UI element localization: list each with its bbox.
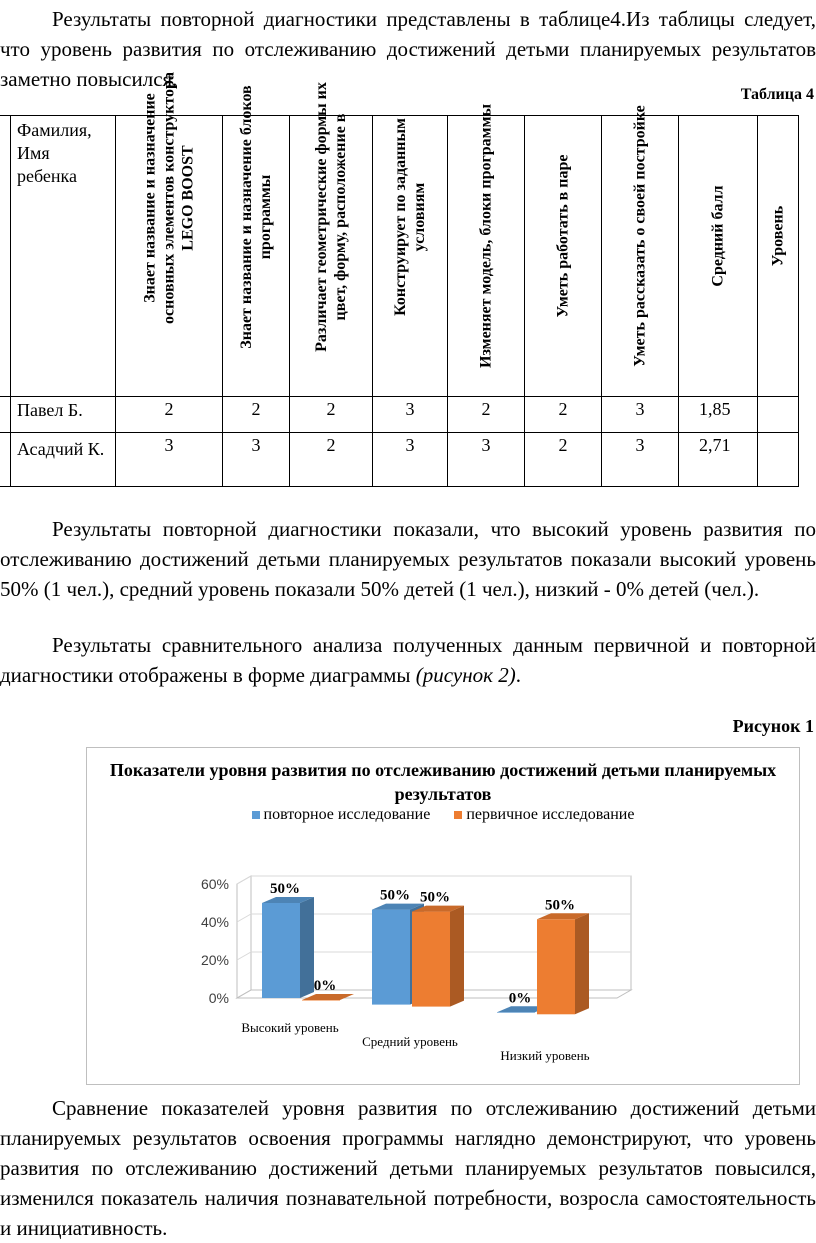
- data-label: 50%: [380, 887, 410, 904]
- table-row: [0, 433, 799, 487]
- figure-reference: (рисунок 2): [415, 663, 516, 687]
- comparison-end: .: [515, 663, 521, 687]
- data-label: 50%: [420, 889, 450, 906]
- header-col-6: Уметь работать в паре: [525, 116, 602, 397]
- results-paragraph: Результаты повторной диагностики показали, что высокий уровень развития по отслеживанию достижений детьми планируемых результатов показали высокий уровень 50% (1 чел.), средний уровень показали 50% детей (1 чел.), низкий - 0% детей (чел.).: [0, 517, 816, 601]
- x-category-label: Высокий уровень: [241, 1020, 339, 1035]
- y-tick-label: 0%: [208, 990, 229, 1006]
- row-cell: 2: [116, 397, 223, 433]
- bar: [497, 1012, 535, 1013]
- header-col-7: Уметь рассказать о своей постройке: [602, 116, 679, 397]
- row-cell: 1,85: [679, 397, 758, 433]
- data-label: 50%: [545, 897, 575, 914]
- table-row: [0, 397, 799, 433]
- row-cell: 3: [602, 433, 679, 487]
- row-cell: 3: [223, 433, 290, 487]
- conclusion-paragraph: Сравнение показателей уровня развития по отслеживанию достижений детьми планируемых результатов освоения программы наглядно демонстрируют, что уровень развития по отслеживанию достижений детьми планируемых результатов повысился, изменился показатель наличия познавательной потребности, возросла самостоятельность и инициативность.: [0, 1096, 816, 1240]
- chart-title: Показатели уровня развития по отслеживанию достижений детьми планируемых результатов: [109, 760, 777, 804]
- row-cell: 3: [373, 397, 448, 433]
- row-cell: 3: [448, 433, 525, 487]
- row-cell: 2: [525, 397, 602, 433]
- header-col-1: Знает название и назначение основных элементов конструктора LEGO BOOST: [116, 116, 223, 397]
- header-col-4: Конструирует по заданным условиям: [373, 116, 448, 397]
- header-col-8: Средний балл: [679, 116, 758, 397]
- bar-side: [575, 913, 589, 1014]
- row-cell: 2: [525, 433, 602, 487]
- row-name: Асадчий К.: [11, 433, 116, 487]
- row-name: Павел Б.: [11, 397, 116, 433]
- bar-side: [300, 897, 314, 998]
- row-cell: 2: [448, 397, 525, 433]
- y-tick-label: 40%: [200, 914, 229, 930]
- bar: [412, 912, 450, 1007]
- bar-top: [302, 994, 354, 1000]
- header-col-5: Изменяет модель, блоки программы: [448, 116, 525, 397]
- header-name: Фамилия, Имя ребенка: [11, 116, 116, 397]
- header-col-2: Знает название и назначение блоков программы: [223, 116, 290, 397]
- x-category-label: Низкий уровень: [500, 1048, 590, 1063]
- bar: [262, 903, 300, 998]
- table-caption: Таблица 4: [740, 86, 814, 103]
- bar-chart: [87, 748, 799, 1084]
- bar: [302, 1000, 340, 1001]
- x-category-label: Средний уровень: [362, 1034, 458, 1049]
- chart-side-wall: [237, 876, 251, 998]
- bar-side: [450, 906, 464, 1007]
- header-col-3: Различает геометрические формы их цвет, форму, расположение в: [290, 116, 373, 397]
- table-header-row: [0, 116, 799, 397]
- bar: [372, 910, 410, 1005]
- comparison-paragraph: [0, 630, 816, 690]
- intro-paragraph: Результаты повторной диагностики представлены в таблице4.Из таблицы следует, что уровень развития по отслеживанию достижений детьми планируемых результатов заметно повысился.: [0, 7, 816, 91]
- legend-label: повторное исследование: [263, 806, 431, 823]
- y-tick-label: 60%: [200, 876, 229, 892]
- row-cell: 2: [223, 397, 290, 433]
- row-cell: [758, 433, 799, 487]
- data-label: 50%: [270, 881, 300, 897]
- bar: [537, 919, 575, 1014]
- data-label: 0%: [313, 978, 337, 994]
- comparison-text: Результаты сравнительного анализа полученных данным первичной и повторной диагностики отображены в форме диаграммы: [0, 633, 816, 687]
- data-label: 0%: [508, 990, 532, 1007]
- figure-caption: Рисунок 1: [732, 716, 814, 736]
- y-tick-label: 20%: [200, 952, 229, 968]
- row-cell: 2: [290, 397, 373, 433]
- chart-container: [86, 747, 800, 1085]
- row-cell: 3: [116, 433, 223, 487]
- row-cell: 3: [602, 397, 679, 433]
- legend-label: первичное исследование: [466, 806, 635, 823]
- row-cell: 3: [373, 433, 448, 487]
- row-cell: [758, 397, 799, 433]
- row-cell: 2,71: [679, 433, 758, 487]
- row-cell: 2: [290, 433, 373, 487]
- header-col-9: Уровень: [758, 116, 799, 397]
